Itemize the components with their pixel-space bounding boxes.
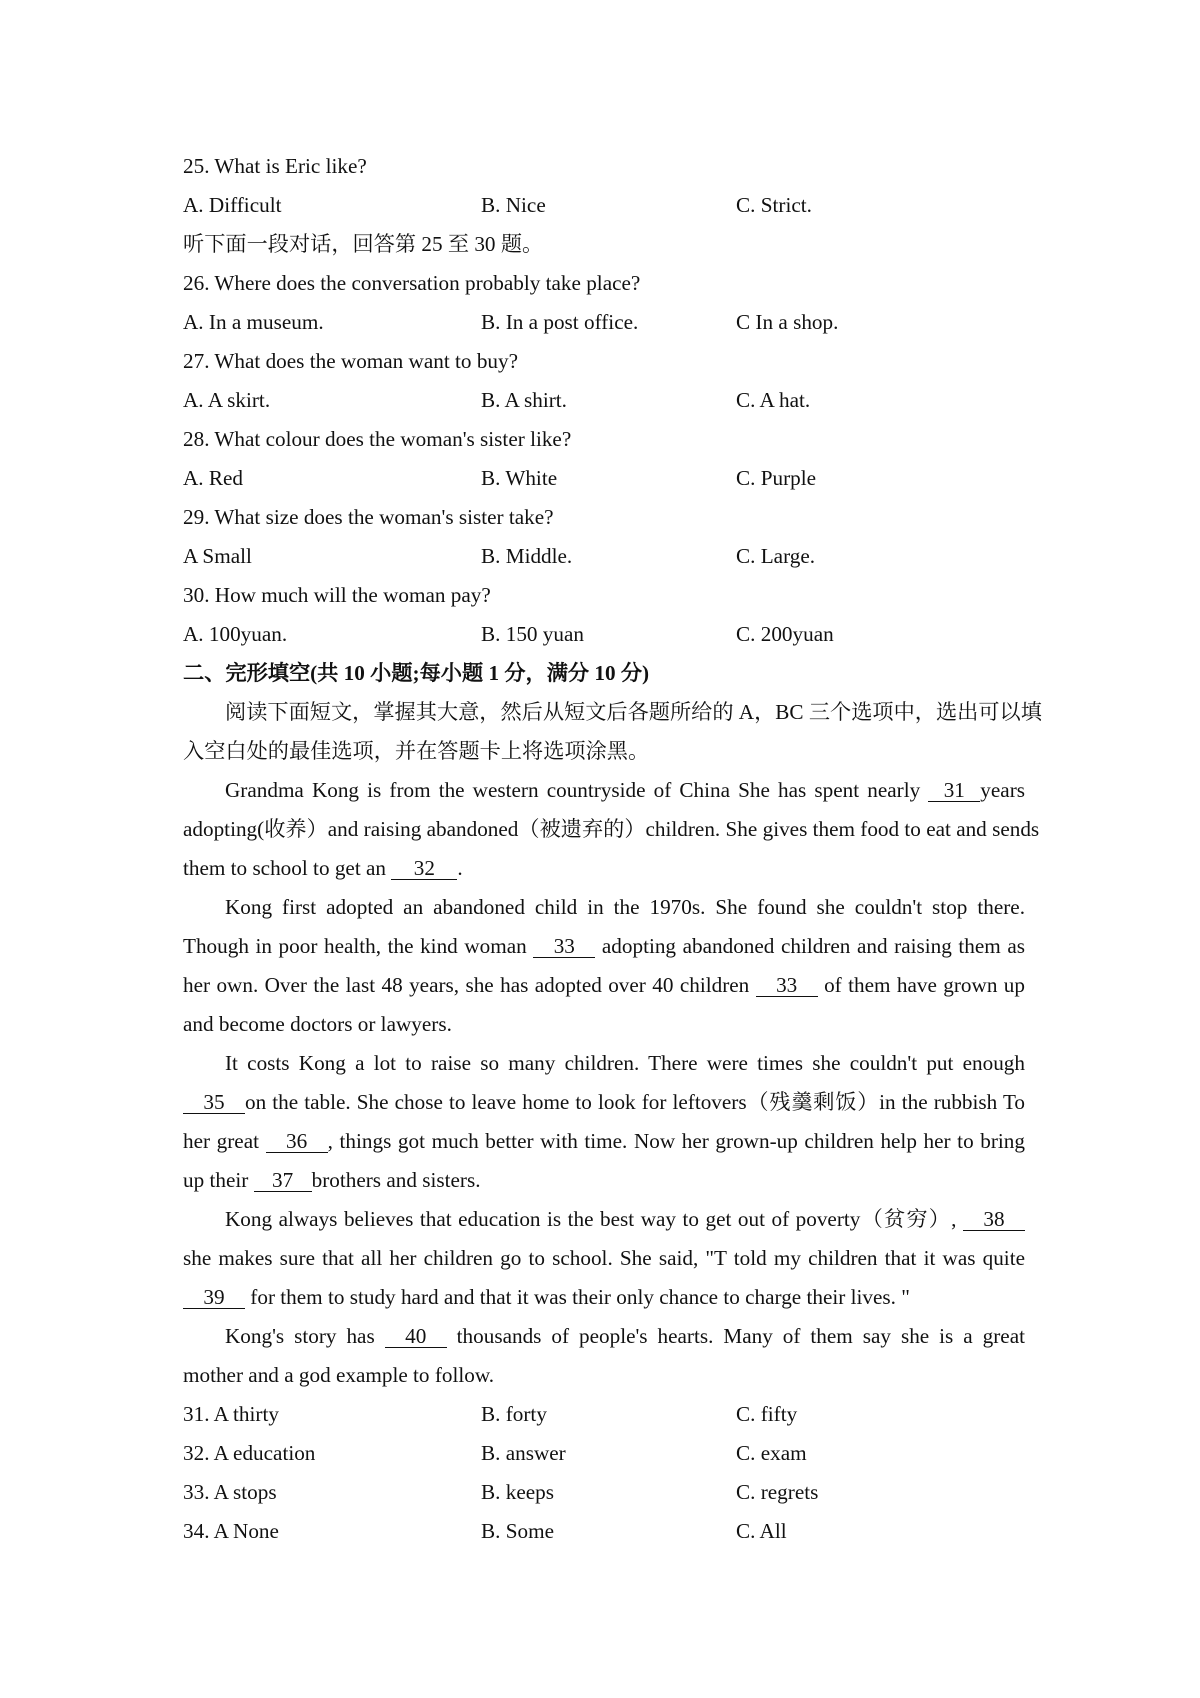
question-30: 30. How much will the woman pay? bbox=[183, 583, 491, 607]
passage-paragraph-4 bbox=[183, 1200, 1025, 1317]
passage-paragraph-3 bbox=[183, 1044, 1025, 1200]
passage-text: Kong's story has bbox=[225, 1324, 385, 1348]
directions-line: 入空白处的最佳选项，并在答题卡上将选项涂黑。 bbox=[183, 739, 650, 763]
passage-text: them to school to get an bbox=[183, 856, 392, 880]
options-30 bbox=[183, 615, 1025, 654]
passage-line bbox=[183, 1317, 1025, 1356]
blank-31: 31 bbox=[928, 779, 980, 802]
option-a: A. In a museum. bbox=[183, 310, 324, 334]
option-c: C. regrets bbox=[736, 1480, 819, 1504]
passage-text: brothers and sisters. bbox=[311, 1168, 481, 1192]
blank-37: 37 bbox=[254, 1169, 312, 1192]
option-c: C. exam bbox=[736, 1441, 807, 1465]
answer-row-32 bbox=[183, 1434, 1025, 1473]
options-25 bbox=[183, 186, 1025, 225]
options-27 bbox=[183, 381, 1025, 420]
passage-text: up their bbox=[183, 1168, 254, 1192]
passage-line bbox=[183, 1005, 1025, 1044]
option-b: B. keeps bbox=[481, 1480, 554, 1504]
passage-text: . bbox=[457, 856, 463, 880]
options-29 bbox=[183, 537, 1025, 576]
directions-paragraph bbox=[183, 693, 1042, 771]
option-b: B. Some bbox=[481, 1519, 554, 1543]
answer-row-33 bbox=[183, 1473, 1025, 1512]
passage-line bbox=[183, 966, 1025, 1005]
option-c: C. fifty bbox=[736, 1402, 798, 1426]
passage-text: Grandma Kong is from the western countryside of China She has spent nearly bbox=[225, 778, 929, 802]
option-a: 31. A thirty bbox=[183, 1402, 279, 1426]
question-27: 27. What does the woman want to buy? bbox=[183, 349, 519, 373]
option-b: B. Middle. bbox=[481, 544, 573, 568]
passage-text: her great bbox=[183, 1129, 266, 1153]
blank-35: 35 bbox=[183, 1091, 245, 1114]
option-b: B. White bbox=[481, 466, 558, 490]
question-28: 28. What colour does the woman's sister like? bbox=[183, 427, 572, 451]
passage-line bbox=[183, 1200, 1025, 1239]
option-a: A. Red bbox=[183, 466, 244, 490]
question-26: 26. Where does the conversation probably take place? bbox=[183, 271, 641, 295]
passage-text: mother and a god example to follow. bbox=[183, 1363, 495, 1387]
passage-text: adopting abandoned children and raising them as bbox=[595, 934, 1025, 958]
option-c: C In a shop. bbox=[736, 310, 839, 334]
passage-text: her own. Over the last 48 years, she has adopted over 40 children bbox=[183, 973, 756, 997]
passage-text: on the table. She chose to leave home to look for leftovers（残羹剩饭）in the rubbish To bbox=[245, 1090, 1025, 1114]
passage-text: years bbox=[980, 778, 1025, 802]
blank-36: 36 bbox=[266, 1130, 328, 1153]
listening-instruction: 听下面一段对话，回答第 25 至 30 题。 bbox=[183, 232, 544, 256]
passage-line bbox=[183, 810, 1040, 849]
answer-row-31 bbox=[183, 1395, 1025, 1434]
passage-paragraph-5 bbox=[183, 1317, 1025, 1395]
passage-text: thousands of people's hearts. Many of them say she is a great bbox=[446, 1324, 1025, 1348]
option-b: B. In a post office. bbox=[481, 310, 639, 334]
passage-line bbox=[183, 1083, 1025, 1122]
answer-options bbox=[183, 1395, 1025, 1551]
question-25: 25. What is Eric like? bbox=[183, 154, 367, 178]
passage-line bbox=[183, 1122, 1025, 1161]
option-b: B. Nice bbox=[481, 193, 546, 217]
passage-text: and become doctors or lawyers. bbox=[183, 1012, 452, 1036]
passage-line bbox=[183, 888, 1025, 927]
option-b: B. A shirt. bbox=[481, 388, 567, 412]
question-29: 29. What size does the woman's sister take? bbox=[183, 505, 554, 529]
option-c: C. Purple bbox=[736, 466, 817, 490]
passage-line bbox=[183, 927, 1025, 966]
option-c: C. A hat. bbox=[736, 388, 811, 412]
option-a: 33. A stops bbox=[183, 1480, 277, 1504]
blank-32: 32 bbox=[391, 857, 457, 880]
passage-text: , things got much better with time. Now her grown-up children help her to bring bbox=[327, 1129, 1025, 1153]
passage-line bbox=[183, 1278, 1025, 1317]
blank-38: 38 bbox=[963, 1208, 1025, 1231]
blank-33: 33 bbox=[533, 935, 595, 958]
section-heading: 二、完形填空(共 10 小题;每小题 1 分，满分 10 分) bbox=[183, 661, 650, 685]
option-b: B. 150 yuan bbox=[481, 622, 584, 646]
blank-34: 33 bbox=[756, 974, 818, 997]
option-a: 32. A education bbox=[183, 1441, 316, 1465]
options-28 bbox=[183, 459, 1025, 498]
blank-40: 40 bbox=[385, 1325, 447, 1348]
passage-paragraph-2 bbox=[183, 888, 1025, 1044]
passage-text: adopting(收养）and raising abandoned（被遗弃的）children. She gives them food to eat and sends bbox=[183, 817, 1040, 841]
option-a: A. 100yuan. bbox=[183, 622, 288, 646]
passage-line bbox=[183, 1239, 1025, 1278]
passage-text: Kong first adopted an abandoned child in the 1970s. She found she couldn't stop there. bbox=[225, 895, 1025, 919]
option-a: A. A skirt. bbox=[183, 388, 271, 412]
listening-section bbox=[183, 147, 1025, 654]
options-26 bbox=[183, 303, 1025, 342]
option-c: C. Strict. bbox=[736, 193, 812, 217]
passage-line bbox=[183, 849, 1025, 888]
passage-line bbox=[183, 771, 1025, 810]
passage-line bbox=[183, 1161, 1025, 1200]
blank-39: 39 bbox=[183, 1286, 245, 1309]
option-c: C. 200yuan bbox=[736, 622, 834, 646]
passage-line bbox=[183, 1356, 1025, 1395]
option-a: A. Difficult bbox=[183, 193, 282, 217]
exam-page bbox=[183, 147, 1042, 1551]
option-a: 34. A None bbox=[183, 1519, 279, 1543]
cloze-section bbox=[183, 654, 1042, 1551]
passage-text: she makes sure that all her children go to school. She said, "T told my children that it was quite bbox=[183, 1246, 1025, 1270]
passage-text: Kong always believes that education is the best way to get out of poverty（贫穷）, bbox=[225, 1207, 963, 1231]
option-b: B. forty bbox=[481, 1402, 547, 1426]
passage-paragraph-1 bbox=[183, 771, 1040, 888]
directions-line: 阅读下面短文，掌握其大意，然后从短文后各题所给的 A，BC 三个选项中，选出可以填 bbox=[225, 700, 1042, 724]
answer-row-34 bbox=[183, 1512, 1025, 1551]
option-b: B. answer bbox=[481, 1441, 566, 1465]
option-c: C. All bbox=[736, 1519, 787, 1543]
passage-text: of them have grown up bbox=[817, 973, 1025, 997]
passage-line bbox=[183, 1044, 1025, 1083]
passage-text: It costs Kong a lot to raise so many children. There were times she couldn't put enough bbox=[225, 1051, 1025, 1075]
option-c: C. Large. bbox=[736, 544, 816, 568]
option-a: A Small bbox=[183, 544, 252, 568]
passage-text: for them to study hard and that it was their only chance to charge their lives. " bbox=[245, 1285, 910, 1309]
passage-text: Though in poor health, the kind woman bbox=[183, 934, 534, 958]
